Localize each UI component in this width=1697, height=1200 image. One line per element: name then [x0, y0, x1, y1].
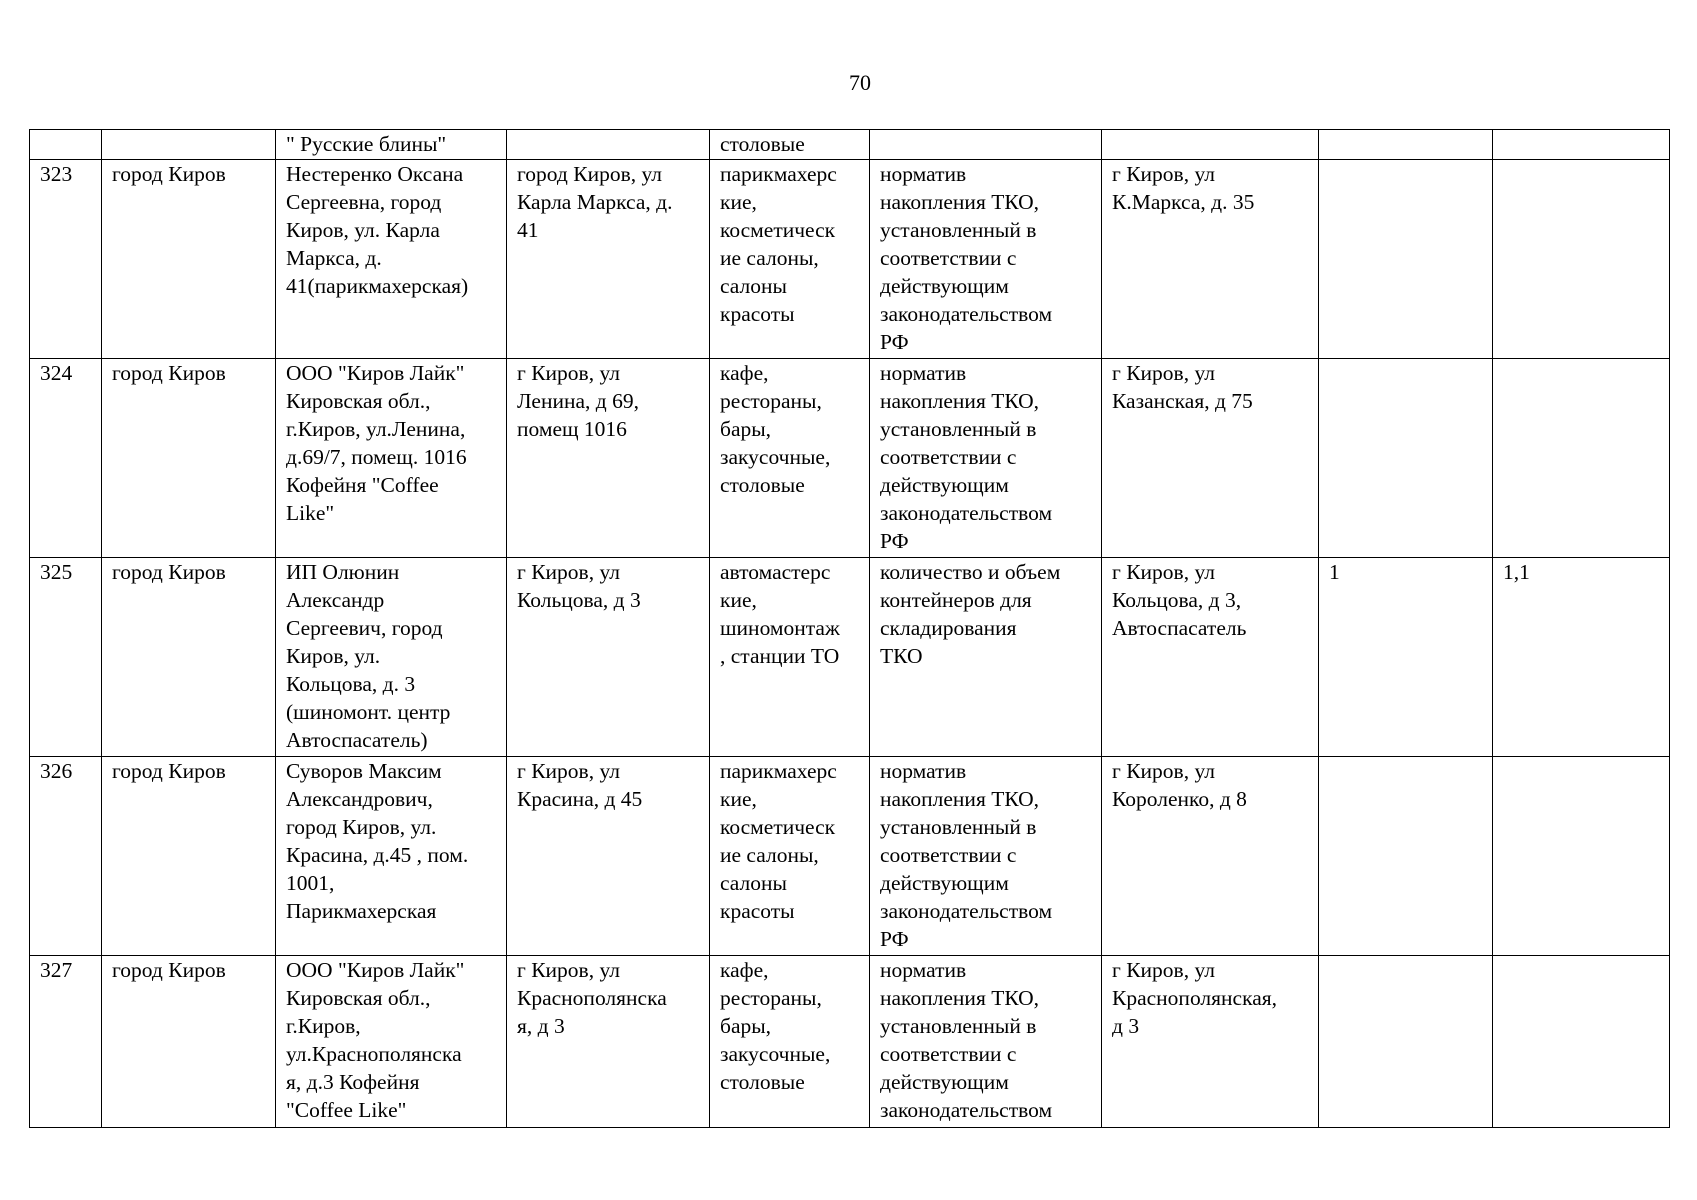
cell-category: парикмахерс кие, косметическ ие салоны, салоны красоты: [710, 160, 870, 359]
cell-number: 325: [30, 558, 102, 757]
cell-address: город Киров, ул Карла Маркса, д. 41: [507, 160, 710, 359]
cell-volume: [1493, 359, 1670, 558]
cell-containers: [1319, 160, 1493, 359]
cell-municipality: город Киров: [102, 160, 276, 359]
cell-containers: [1319, 359, 1493, 558]
cell-site: [1102, 130, 1319, 160]
cell-volume: [1493, 956, 1670, 1128]
cell-category: парикмахерс кие, косметическ ие салоны, салоны красоты: [710, 757, 870, 956]
cell-municipality: город Киров: [102, 757, 276, 956]
cell-number: 323: [30, 160, 102, 359]
table-row: [30, 956, 1670, 1128]
cell-address: г Киров, ул Краснополянска я, д 3: [507, 956, 710, 1128]
cell-municipality: [102, 130, 276, 160]
table-row: [30, 359, 1670, 558]
cell-method: норматив накопления ТКО, установленный в соответствии с действующим законодательством РФ: [870, 757, 1102, 956]
cell-volume: 1,1: [1493, 558, 1670, 757]
cell-address: г Киров, ул Кольцова, д 3: [507, 558, 710, 757]
cell-source: Суворов Максим Александрович, город Киров, ул. Красина, д.45 , пом. 1001, Парикмахерская: [276, 757, 507, 956]
cell-source: Нестеренко Оксана Сергеевна, город Киров, ул. Карла Маркса, д. 41(парикмахерская): [276, 160, 507, 359]
cell-category: автомастерс кие, шиномонтаж , станции ТО: [710, 558, 870, 757]
cell-method: [870, 130, 1102, 160]
cell-containers: [1319, 956, 1493, 1128]
table-row: [30, 757, 1670, 956]
waste-sources-table: [29, 129, 1670, 1128]
cell-source: ИП Олюнин Александр Сергеевич, город Киров, ул. Кольцова, д. 3 (шиномонт. центр Автоспасатель): [276, 558, 507, 757]
cell-municipality: город Киров: [102, 956, 276, 1128]
page-number: 70: [849, 70, 871, 95]
cell-site: г Киров, ул К.Маркса, д. 35: [1102, 160, 1319, 359]
cell-source: ООО "Киров Лайк" Кировская обл., г.Киров, ул.Ленина, д.69/7, помещ. 1016 Кофейня "Coffee Like": [276, 359, 507, 558]
cell-number: 327: [30, 956, 102, 1128]
cell-category: кафе, рестораны, бары, закусочные, столовые: [710, 359, 870, 558]
cell-municipality: город Киров: [102, 359, 276, 558]
cell-number: 324: [30, 359, 102, 558]
cell-method: количество и объем контейнеров для складирования ТКО: [870, 558, 1102, 757]
cell-site: г Киров, ул Кольцова, д 3, Автоспасатель: [1102, 558, 1319, 757]
cell-volume: [1493, 130, 1670, 160]
cell-category: столовые: [710, 130, 870, 160]
cell-number: 326: [30, 757, 102, 956]
table-row: [30, 558, 1670, 757]
cell-volume: [1493, 757, 1670, 956]
table-row: [30, 160, 1670, 359]
cell-containers: [1319, 130, 1493, 160]
cell-number: [30, 130, 102, 160]
cell-address: [507, 130, 710, 160]
cell-municipality: город Киров: [102, 558, 276, 757]
cell-site: г Киров, ул Казанская, д 75: [1102, 359, 1319, 558]
cell-containers: [1319, 757, 1493, 956]
cell-source: " Русские блины": [276, 130, 507, 160]
cell-category: кафе, рестораны, бары, закусочные, столовые: [710, 956, 870, 1128]
cell-method: норматив накопления ТКО, установленный в соответствии с действующим законодательством РФ: [870, 359, 1102, 558]
cell-volume: [1493, 160, 1670, 359]
cell-site: г Киров, ул Короленко, д 8: [1102, 757, 1319, 956]
cell-method: норматив накопления ТКО, установленный в соответствии с действующим законодательством РФ: [870, 160, 1102, 359]
cell-site: г Киров, ул Краснополянская, д 3: [1102, 956, 1319, 1128]
cell-address: г Киров, ул Ленина, д 69, помещ 1016: [507, 359, 710, 558]
cell-containers: 1: [1319, 558, 1493, 757]
table-row: [30, 130, 1670, 160]
cell-method: норматив накопления ТКО, установленный в соответствии с действующим законодательством: [870, 956, 1102, 1128]
cell-source: ООО "Киров Лайк" Кировская обл., г.Киров, ул.Краснополянска я, д.3 Кофейня "Coffee Like": [276, 956, 507, 1128]
cell-address: г Киров, ул Красина, д 45: [507, 757, 710, 956]
